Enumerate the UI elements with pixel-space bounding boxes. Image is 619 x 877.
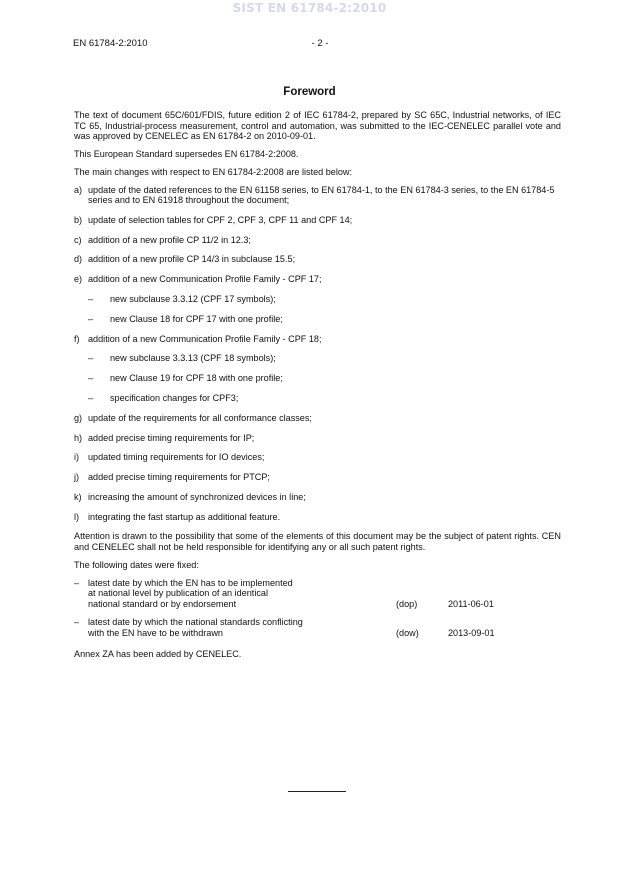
- dash-marker: –: [88, 373, 94, 384]
- date-description-line: with the EN have to be withdrawn: [88, 627, 223, 638]
- date-description-line: latest date by which the national standards conflicting: [88, 617, 303, 628]
- list-item: [74, 512, 561, 523]
- dates-intro: The following dates were fixed:: [74, 559, 199, 570]
- list-label: g): [74, 412, 83, 423]
- list-label: h): [74, 432, 83, 443]
- list-item: [74, 215, 561, 226]
- date-description-line: national standard or by endorsement: [88, 598, 237, 609]
- date-description: [88, 617, 396, 638]
- list-item: [74, 274, 561, 285]
- attention-paragraph: Attention is drawn to the possibility that some of the elements of this document may be the subject of patent rights. CEN and CENELEC shall not be held responsible for identifying any or all such patent rights.: [74, 531, 561, 552]
- date-description-line: latest date by which the EN has to be implemented: [88, 577, 293, 588]
- annex-paragraph: Annex ZA has been added by CENELEC.: [74, 648, 242, 659]
- list-item: [74, 185, 561, 206]
- list-item: [74, 413, 561, 424]
- list-label: b): [74, 214, 83, 225]
- list-text: added precise timing requirements for IP;: [88, 432, 255, 443]
- list-text: addition of a new profile CP 14/3 in subclause 15.5;: [88, 254, 296, 265]
- dash-marker: –: [88, 294, 94, 305]
- list-item: [74, 492, 561, 503]
- dash-marker: –: [88, 353, 94, 364]
- list-label: j): [74, 472, 80, 483]
- dates-table: [74, 578, 561, 639]
- list-label: l): [74, 511, 80, 522]
- list-item: [74, 472, 561, 483]
- date-row-dow: [74, 617, 561, 638]
- page-title: Foreword: [283, 86, 336, 98]
- date-description-line: at national level by publication of an identical: [88, 588, 268, 599]
- list-item: [74, 452, 561, 463]
- intro-paragraph: The text of document 65C/601/FDIS, future edition 2 of IEC 61784-2, prepared by SC 65C, Industrial networks, of IEC TC 65, Industrial-process measurement, control and automation, was submitted to the IEC-CENELEC parallel vote and was approved by CENELEC as EN 61784-2 on 2010-09-01.: [74, 110, 561, 142]
- dash-marker: –: [88, 392, 94, 403]
- date-value: 2013-09-01: [448, 627, 495, 638]
- list-label: e): [74, 274, 83, 285]
- list-text: new Clause 19 for CPF 18 with one profile;: [110, 373, 283, 384]
- date-row-dop: [74, 578, 561, 610]
- list-item: [74, 254, 561, 265]
- sub-list-item: [74, 314, 561, 325]
- list-text: update of the requirements for all conformance classes;: [88, 412, 312, 423]
- list-label: k): [74, 491, 82, 502]
- date-value: 2011-06-01: [448, 598, 494, 609]
- sub-list-item: [74, 353, 561, 364]
- dash-marker: –: [74, 617, 80, 628]
- list-text: increasing the amount of synchronized devices in line;: [88, 491, 306, 502]
- date-description: [88, 578, 396, 610]
- list-item: [74, 334, 561, 345]
- list-text: new subclause 3.3.13 (CPF 18 symbols);: [110, 353, 276, 364]
- header-doc-id: EN 61784-2:2010: [73, 38, 148, 49]
- watermark: SIST EN 61784-2:2010: [232, 1, 387, 15]
- list-label: i): [74, 452, 80, 463]
- list-label: c): [74, 234, 82, 245]
- list-text: addition of a new Communication Profile Family - CPF 17;: [88, 274, 322, 285]
- page-number: - 2 -: [311, 38, 329, 49]
- list-text: added precise timing requirements for PTCP;: [88, 472, 270, 483]
- list-item: [74, 235, 561, 246]
- document-body: [74, 110, 561, 666]
- supersedes-paragraph: This European Standard supersedes EN 61784-2:2008.: [74, 148, 299, 159]
- list-text: specification changes for CPF3;: [110, 392, 239, 403]
- list-label: a): [74, 184, 83, 195]
- end-divider: [288, 791, 346, 792]
- list-label: f): [74, 333, 80, 344]
- list-text: new subclause 3.3.12 (CPF 17 symbols);: [110, 294, 276, 305]
- dash-marker: –: [88, 313, 94, 324]
- date-code: (dow): [396, 627, 419, 638]
- list-text: update of the dated references to the EN 61158 series, to EN 61784-1, to the EN 61784-3 series, to the EN 61784-5 series and to EN 61918 throughout the document;: [88, 184, 555, 206]
- sub-list-item: [74, 393, 561, 404]
- date-code: (dop): [396, 598, 418, 609]
- list-text: addition of a new profile CP 11/2 in 12.3;: [88, 234, 251, 245]
- list-text: updated timing requirements for IO devices;: [88, 452, 265, 463]
- changes-intro: The main changes with respect to EN 61784-2:2008 are listed below:: [74, 166, 353, 177]
- list-text: update of selection tables for CPF 2, CPF 3, CPF 11 and CPF 14;: [88, 214, 353, 225]
- list-item: [74, 433, 561, 444]
- sub-list-item: [74, 294, 561, 305]
- list-text: new Clause 18 for CPF 17 with one profile;: [110, 313, 283, 324]
- dash-marker: –: [74, 577, 80, 588]
- list-text: addition of a new Communication Profile Family - CPF 18;: [88, 333, 322, 344]
- sub-list-item: [74, 373, 561, 384]
- list-label: d): [74, 254, 83, 265]
- list-text: integrating the fast startup as additional feature.: [88, 511, 281, 522]
